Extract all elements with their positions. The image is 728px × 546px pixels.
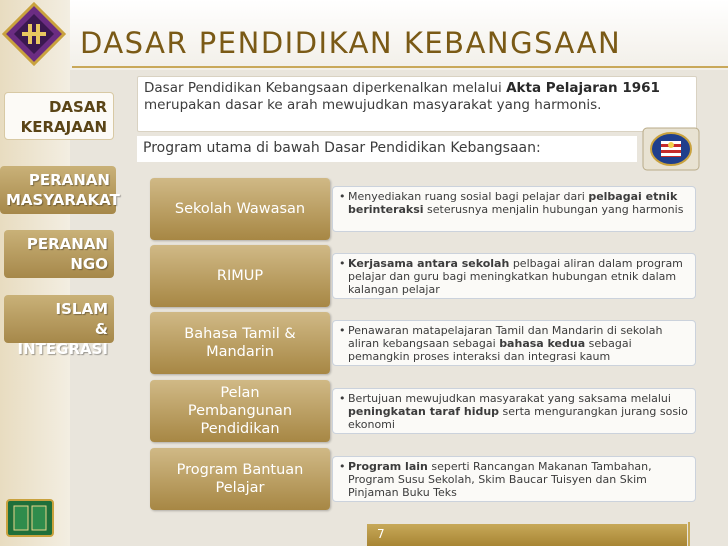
- nav-label: ISLAM & INTEGRASI: [17, 300, 108, 358]
- program-row: [150, 380, 698, 442]
- bullet: [339, 190, 689, 216]
- program-desc: [348, 392, 689, 431]
- bullet-dot: •: [339, 324, 346, 337]
- program-desc-part: sebagai pemangkin proses interaksi dan integrasi kaum: [348, 337, 632, 363]
- intro-bold-text: Akta Pelajaran 1961: [506, 80, 660, 96]
- program-name: Sekolah Wawasan: [174, 201, 306, 217]
- program-desc-box: [332, 253, 696, 299]
- program-desc-box: [332, 186, 696, 232]
- program-name: Bahasa Tamil & Mandarin: [184, 326, 296, 360]
- nav-peranan-masyarakat[interactable]: [0, 166, 120, 214]
- bullet-dot: •: [339, 257, 346, 270]
- program-desc: [348, 460, 689, 499]
- program-desc-part: seperti Rancangan Makanan Tambahan, Program Susu Sekolah, Skim Baucar Tuisyen dan Skim Pinjaman Buku Teks: [348, 460, 652, 499]
- intro-text-part: merupakan dasar ke arah mewujudkan masyarakat yang harmonis.: [144, 97, 602, 113]
- bullet: [339, 257, 689, 296]
- nav-label: DASAR KERAJAAN: [20, 98, 107, 136]
- book-icon: [6, 498, 54, 538]
- nav-peranan-ngo[interactable]: [4, 230, 114, 278]
- program-desc: [348, 324, 689, 363]
- program-desc: [348, 257, 689, 296]
- program-desc-box: [332, 320, 696, 366]
- intro-text-part: Dasar Pendidikan Kebangsaan diperkenalkan melalui: [144, 80, 507, 96]
- nav-label: PERANAN NGO: [26, 235, 108, 273]
- program-name-box: [150, 448, 330, 510]
- nav-label: PERANAN MASYARAKAT: [6, 171, 120, 209]
- bullet-dot: •: [339, 392, 346, 405]
- title-divider: [72, 66, 728, 68]
- bullet: [339, 392, 689, 431]
- program-name-box: [150, 312, 330, 374]
- program-row: [150, 312, 698, 374]
- program-name: RIMUP: [216, 268, 264, 284]
- program-intro: Program utama di bawah Dasar Pendidikan Kebangsaan:: [137, 136, 637, 162]
- bullet: [339, 460, 689, 499]
- program-desc-box: [332, 456, 696, 502]
- program-desc-part: seterusnya menjalin hubungan yang harmonis: [423, 203, 684, 216]
- program-name-box: [150, 380, 330, 442]
- program-desc-bold: Kerjasama antara sekolah: [348, 257, 510, 270]
- page-title: DASAR PENDIDIKAN KEBANGSAAN: [80, 26, 622, 60]
- program-desc-part: pelbagai aliran dalam program pelajar dan guru bagi meningkatkan hubungan etnik dalam kalangan pelajar: [348, 257, 683, 296]
- program-name: Pelan Pembangunan Pendidikan: [187, 385, 293, 437]
- program-desc-bold: peningkatan taraf hidup: [348, 405, 500, 418]
- program-desc: [348, 190, 689, 216]
- program-desc-part: Penawaran matapelajaran Tamil dan Mandarin di sekolah aliran kebangsaan sebagai: [348, 324, 663, 350]
- program-row: [150, 448, 698, 510]
- program-desc-part: Bertujuan mewujudkan masyarakat yang saksama melalui: [348, 392, 671, 405]
- program-desc-bold: pelbagai etnik berinteraksi: [348, 190, 678, 216]
- seal-icon: [642, 127, 700, 171]
- program-name-box: [150, 245, 330, 307]
- program-row: [150, 178, 698, 240]
- program-desc-part: Menyediakan ruang sosial bagi pelajar dari: [348, 190, 589, 203]
- bullet-dot: •: [339, 190, 346, 203]
- program-desc-bold: bahasa kedua: [499, 337, 586, 350]
- nav-islam-integrasi[interactable]: [4, 295, 114, 358]
- footer-bar: [367, 524, 687, 546]
- footer-divider: [688, 522, 690, 546]
- nav-dasar-kerajaan[interactable]: [4, 92, 114, 140]
- intro-text: [137, 76, 697, 132]
- program-name-box: [150, 178, 330, 240]
- program-desc-part: serta mengurangkan jurang sosio ekonomi: [348, 405, 688, 431]
- program-name: Program Bantuan Pelajar: [176, 462, 304, 496]
- bullet: [339, 324, 689, 363]
- page-number: 7: [377, 527, 385, 541]
- program-desc-box: [332, 388, 696, 434]
- bullet-dot: •: [339, 460, 346, 473]
- program-row: [150, 245, 698, 307]
- logo-icon: [2, 2, 66, 66]
- program-desc-bold: Program lain: [348, 460, 428, 473]
